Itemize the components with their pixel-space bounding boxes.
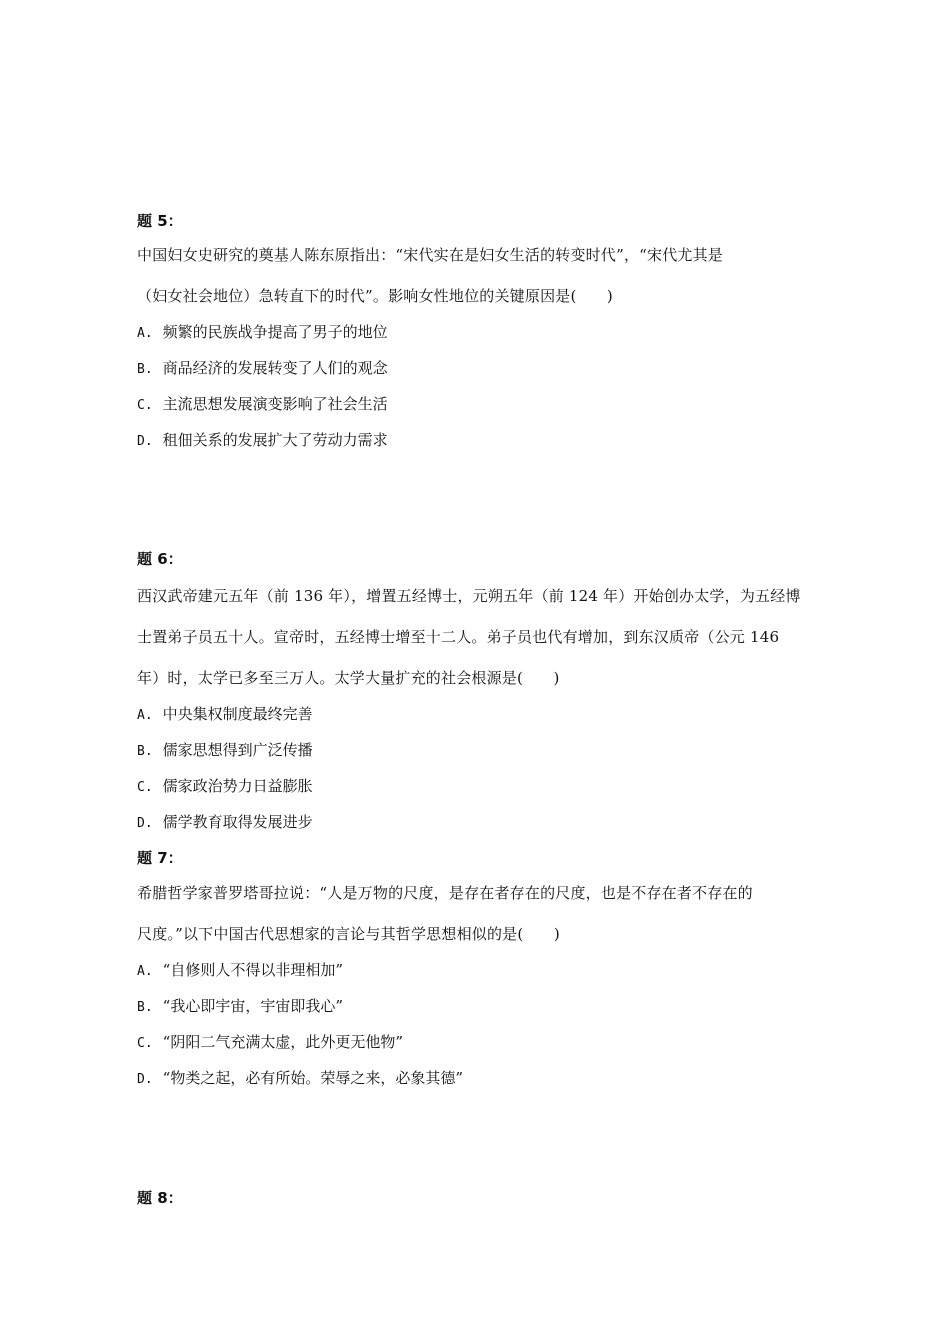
question-6-stem-line-1: 西汉武帝建元五年（前 136 年），增置五经博士，元朔五年（前 124 年）开始创办太学，为五经博 bbox=[137, 587, 801, 605]
question-7-title: 题 7： bbox=[137, 849, 183, 867]
option-text: 商品经济的发展转变了人们的观念 bbox=[162, 359, 388, 377]
question-6-option-a bbox=[137, 705, 313, 725]
option-text: 主流思想发展演变影响了社会生活 bbox=[162, 395, 388, 413]
question-7-stem-line-1: 希腊哲学家普罗塔哥拉说：“人是万物的尺度，是存在者存在的尺度，也是不存在者不存在的 bbox=[137, 884, 753, 902]
option-letter: C. bbox=[137, 1036, 153, 1051]
question-5-option-b bbox=[137, 359, 388, 379]
option-text: “阴阳二气充满太虚，此外更无他物” bbox=[162, 1033, 403, 1051]
option-text: 中央集权制度最终完善 bbox=[162, 705, 313, 723]
option-text: “我心即宇宙，宇宙即我心” bbox=[162, 997, 343, 1015]
option-text: 租佃关系的发展扩大了劳动力需求 bbox=[162, 431, 388, 449]
question-5-option-a bbox=[137, 323, 388, 343]
option-text: 频繁的民族战争提高了男子的地位 bbox=[162, 323, 388, 341]
question-7-option-a bbox=[137, 961, 343, 981]
question-6-option-b bbox=[137, 741, 313, 761]
option-letter: A. bbox=[137, 708, 153, 723]
option-letter: A. bbox=[137, 326, 153, 341]
option-letter: D. bbox=[137, 1072, 153, 1087]
question-7-stem-line-2: 尺度。”以下中国古代思想家的言论与其哲学思想相似的是( ) bbox=[137, 925, 560, 943]
question-6-option-c bbox=[137, 777, 313, 797]
question-7-option-b bbox=[137, 997, 343, 1017]
option-text: “物类之起，必有所始。荣辱之来，必象其德” bbox=[162, 1069, 463, 1087]
option-text: “自修则人不得以非理相加” bbox=[162, 961, 343, 979]
option-letter: C. bbox=[137, 398, 153, 413]
question-5-title: 题 5： bbox=[137, 212, 183, 230]
option-letter: A. bbox=[137, 964, 153, 979]
option-text: 儒家政治势力日益膨胀 bbox=[162, 777, 313, 795]
option-text: 儒家思想得到广泛传播 bbox=[162, 741, 313, 759]
question-6-title: 题 6： bbox=[137, 550, 183, 568]
question-6-stem-line-3: 年）时，太学已多至三万人。太学大量扩充的社会根源是( ) bbox=[137, 669, 560, 687]
question-5-stem-line-1: 中国妇女史研究的奠基人陈东原指出：“宋代实在是妇女生活的转变时代”，“宋代尤其是 bbox=[137, 246, 724, 264]
option-letter: B. bbox=[137, 744, 153, 759]
question-5-option-d bbox=[137, 431, 388, 451]
option-letter: C. bbox=[137, 780, 153, 795]
option-letter: B. bbox=[137, 1000, 153, 1015]
option-letter: D. bbox=[137, 816, 153, 831]
option-letter: D. bbox=[137, 434, 153, 449]
question-7-option-d bbox=[137, 1069, 463, 1089]
option-text: 儒学教育取得发展进步 bbox=[162, 813, 313, 831]
question-8-title: 题 8： bbox=[137, 1189, 183, 1207]
question-7-option-c bbox=[137, 1033, 403, 1053]
question-6-option-d bbox=[137, 813, 313, 833]
question-6-stem-line-2: 士置弟子员五十人。宣帝时，五经博士增至十二人。弟子员也代有增加，到东汉质帝（公元 146 bbox=[137, 628, 780, 646]
question-5-stem-line-2: （妇女社会地位）急转直下的时代”。影响女性地位的关键原因是( ) bbox=[137, 287, 613, 305]
option-letter: B. bbox=[137, 362, 153, 377]
question-5-option-c bbox=[137, 395, 388, 415]
